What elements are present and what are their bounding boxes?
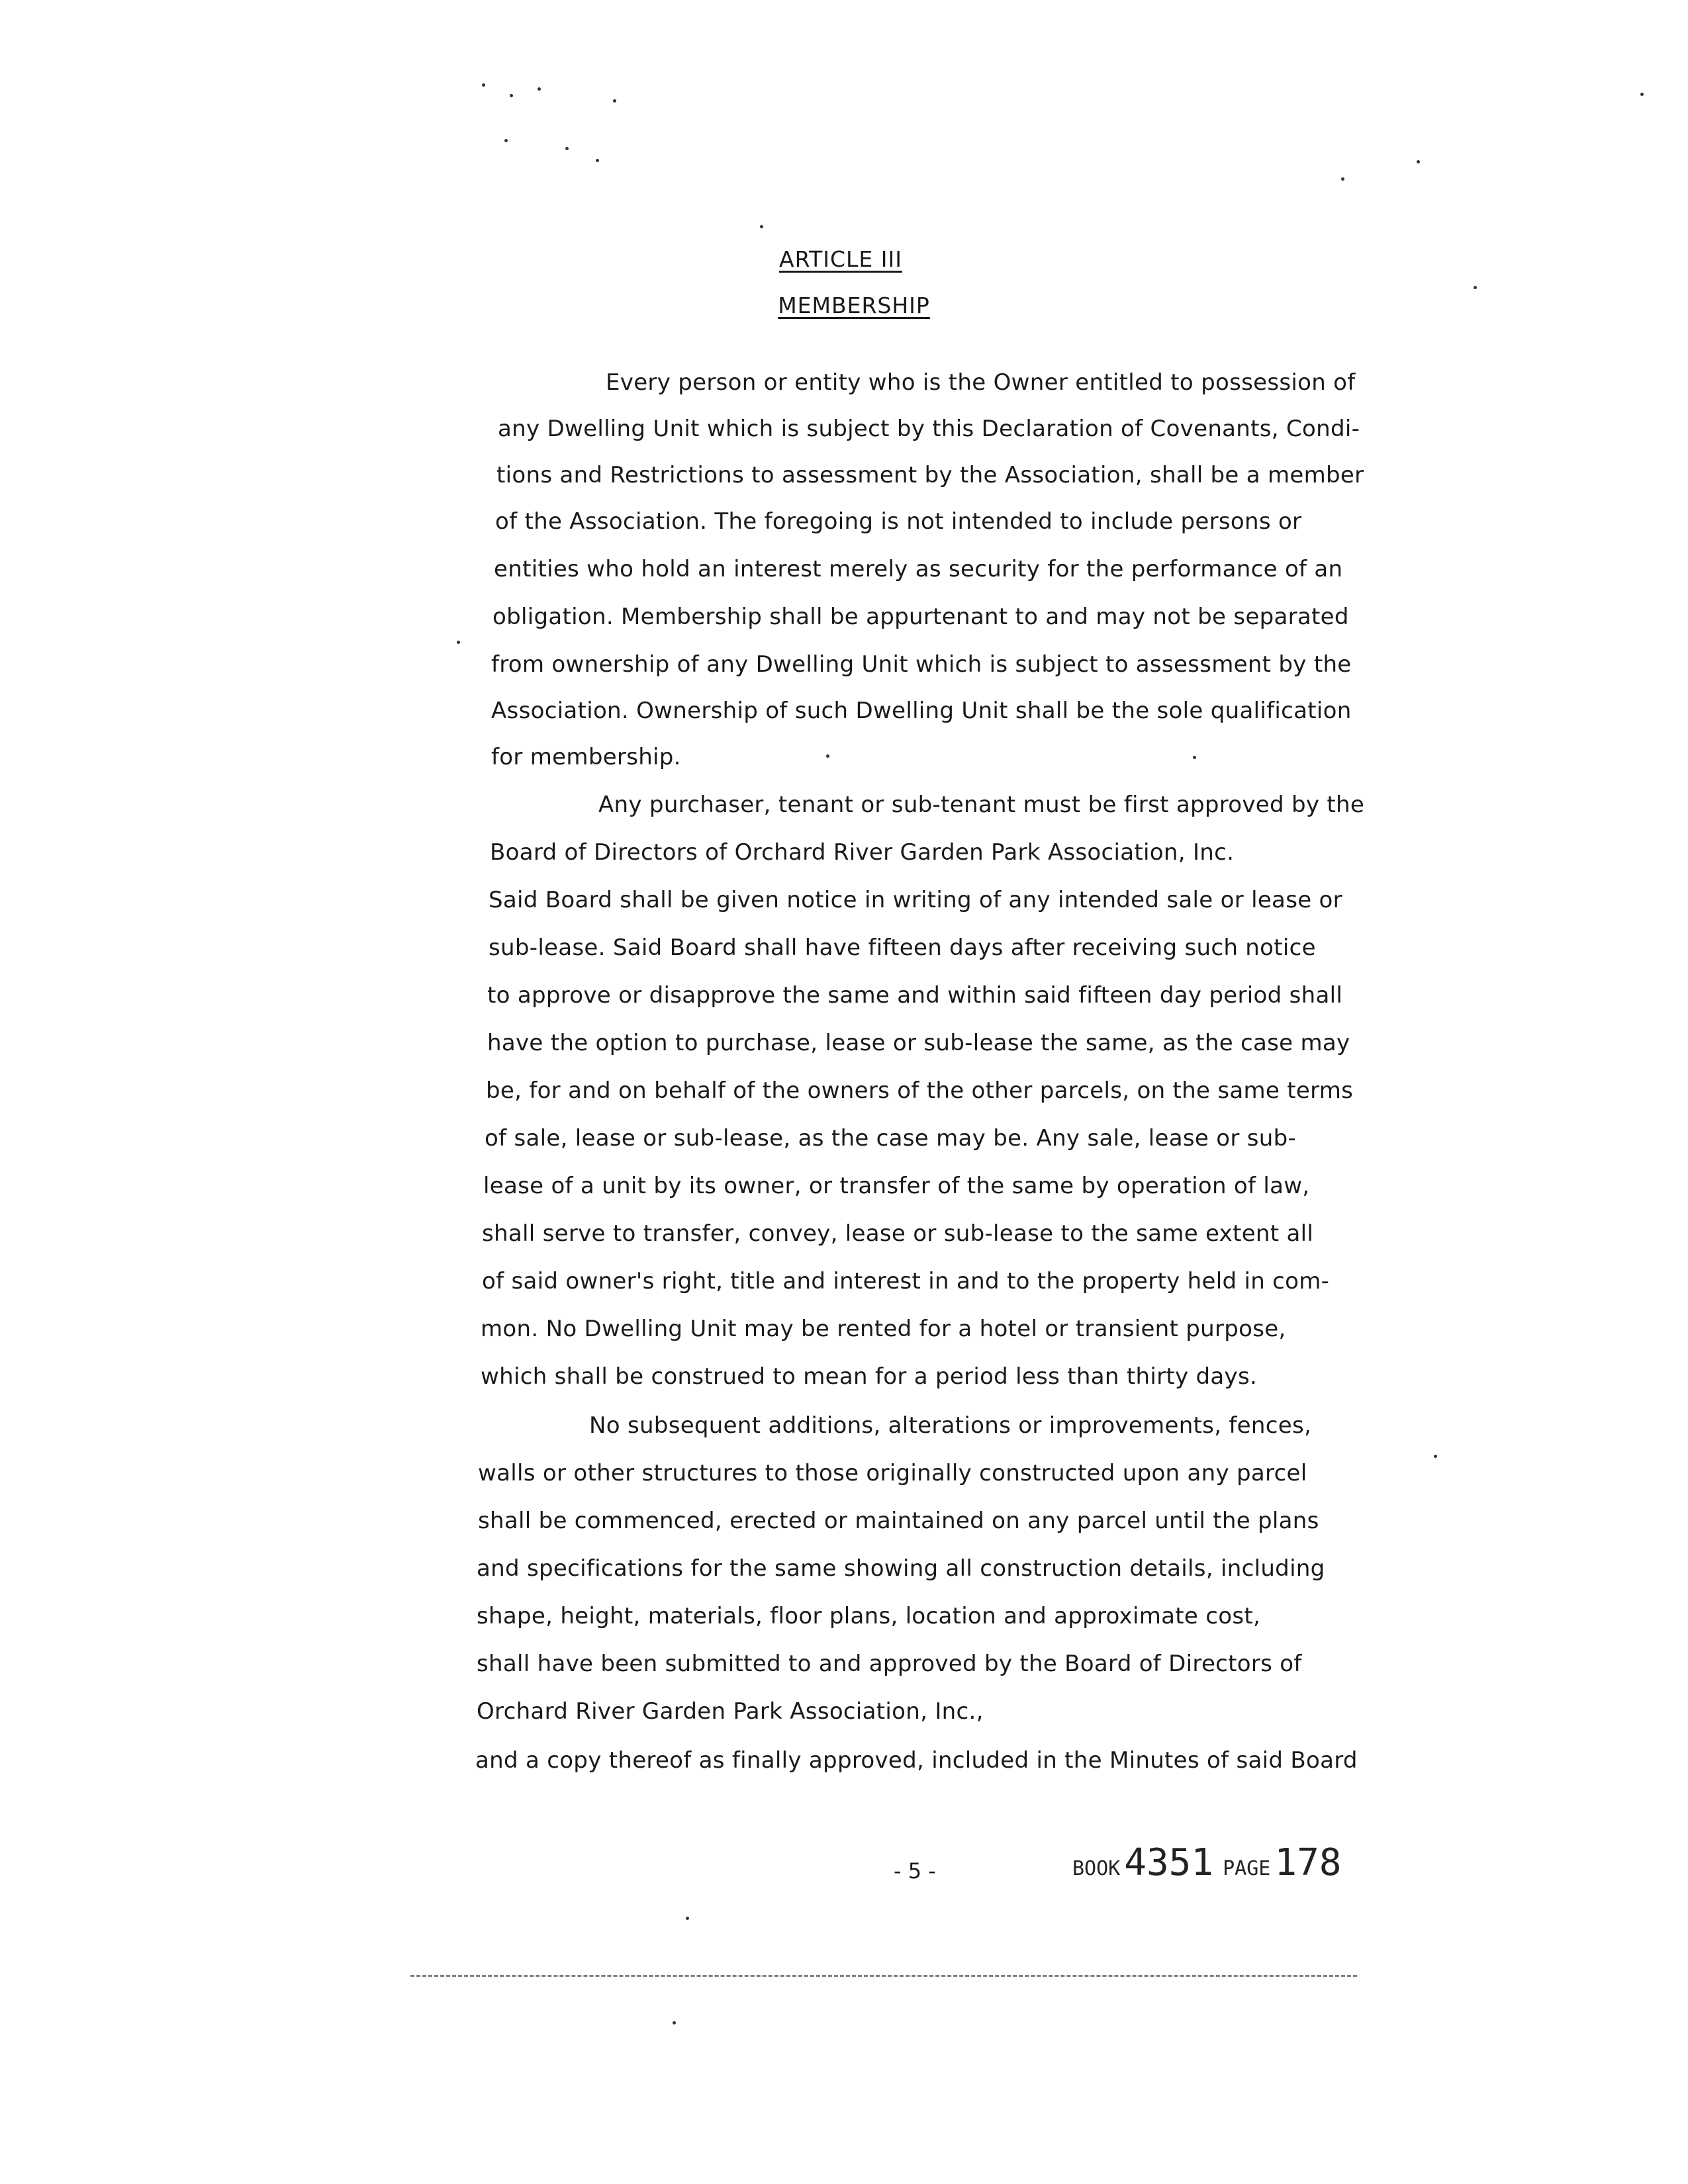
text-line: any Dwelling Unit which is subject by this Declaration of Covenants, Condi- — [498, 416, 1360, 442]
page-number: - 5 - — [894, 1858, 936, 1884]
text-line: walls or other structures to those originally constructed upon any parcel — [478, 1460, 1307, 1486]
article-heading: ARTICLE III — [779, 246, 902, 272]
text-line: Board of Directors of Orchard River Garden Park Association, Inc. — [490, 839, 1235, 866]
speck — [760, 225, 763, 228]
text-line: Orchard River Garden Park Association, Inc., — [477, 1698, 984, 1725]
book-label: BOOK — [1072, 1857, 1121, 1880]
text-line: Association. Ownership of such Dwelling Unit shall be the sole qualification — [491, 698, 1352, 724]
text-line: Said Board shall be given notice in writing of any intended sale or lease or — [489, 887, 1342, 913]
speck — [565, 147, 569, 150]
speck — [504, 139, 508, 142]
page-ref: 178 — [1274, 1841, 1342, 1884]
text-line: to approve or disapprove the same and within said fifteen day period shall — [487, 982, 1343, 1009]
speck — [1474, 286, 1477, 289]
speck — [538, 87, 541, 91]
text-line: tions and Restrictions to assessment by the Association, shall be a member — [496, 462, 1364, 488]
text-line: for membership. — [491, 744, 681, 770]
text-line: be, for and on behalf of the owners of the other parcels, on the same terms — [486, 1077, 1354, 1104]
text-line: Every person or entity who is the Owner entitled to possession of — [606, 369, 1356, 396]
text-line: obligation. Membership shall be appurtenant to and may not be separated — [492, 604, 1349, 630]
text-line: Any purchaser, tenant or sub-tenant must be first approved by the — [598, 792, 1365, 818]
scan-dashed-line — [410, 1975, 1357, 1977]
text-line: shall have been submitted to and approved by the Board of Directors of — [477, 1651, 1302, 1677]
text-line: from ownership of any Dwelling Unit which is subject to assessment by the — [491, 651, 1352, 678]
speck — [1434, 1455, 1437, 1458]
speck — [673, 2021, 676, 2025]
speck — [1640, 93, 1644, 96]
text-line: of said owner's right, title and interest in and to the property held in com- — [482, 1268, 1330, 1295]
text-line: entities who hold an interest merely as security for the performance of an — [494, 556, 1343, 582]
text-line: and specifications for the same showing all construction details, including — [477, 1555, 1325, 1582]
text-line: mon. No Dwelling Unit may be rented for a hotel or transient purpose, — [481, 1316, 1286, 1342]
speck — [1417, 160, 1420, 163]
text-line: which shall be construed to mean for a period less than thirty days. — [481, 1363, 1258, 1390]
speck — [457, 641, 460, 644]
speck — [686, 1917, 689, 1920]
speck — [510, 94, 513, 97]
speck — [596, 159, 599, 162]
speck — [613, 99, 616, 103]
text-line: of the Association. The foregoing is not intended to include persons or — [495, 508, 1302, 535]
text-line: sub-lease. Said Board shall have fifteen days after receiving such notice — [489, 934, 1316, 961]
text-line: No subsequent additions, alterations or improvements, fences, — [589, 1412, 1312, 1439]
text-line: shape, height, materials, floor plans, location and approximate cost, — [477, 1603, 1261, 1629]
speck — [1341, 177, 1344, 181]
speck — [826, 754, 829, 758]
speck — [482, 83, 485, 87]
text-line: and a copy thereof as finally approved, included in the Minutes of said Board — [475, 1747, 1358, 1774]
text-line: shall serve to transfer, convey, lease or sub-lease to the same extent all — [482, 1220, 1314, 1247]
page-label: PAGE — [1223, 1857, 1271, 1880]
section-heading: MEMBERSHIP — [778, 293, 930, 318]
text-line: lease of a unit by its owner, or transfer of the same by operation of law, — [483, 1173, 1310, 1199]
book-page-stamp — [1072, 1841, 1351, 1884]
text-line: have the option to purchase, lease or sub-lease the same, as the case may — [487, 1030, 1350, 1056]
text-line: shall be commenced, erected or maintained on any parcel until the plans — [478, 1508, 1319, 1534]
book-number: 4351 — [1124, 1841, 1214, 1884]
text-line: of sale, lease or sub-lease, as the case may be. Any sale, lease or sub- — [485, 1125, 1297, 1152]
speck — [1193, 756, 1196, 759]
